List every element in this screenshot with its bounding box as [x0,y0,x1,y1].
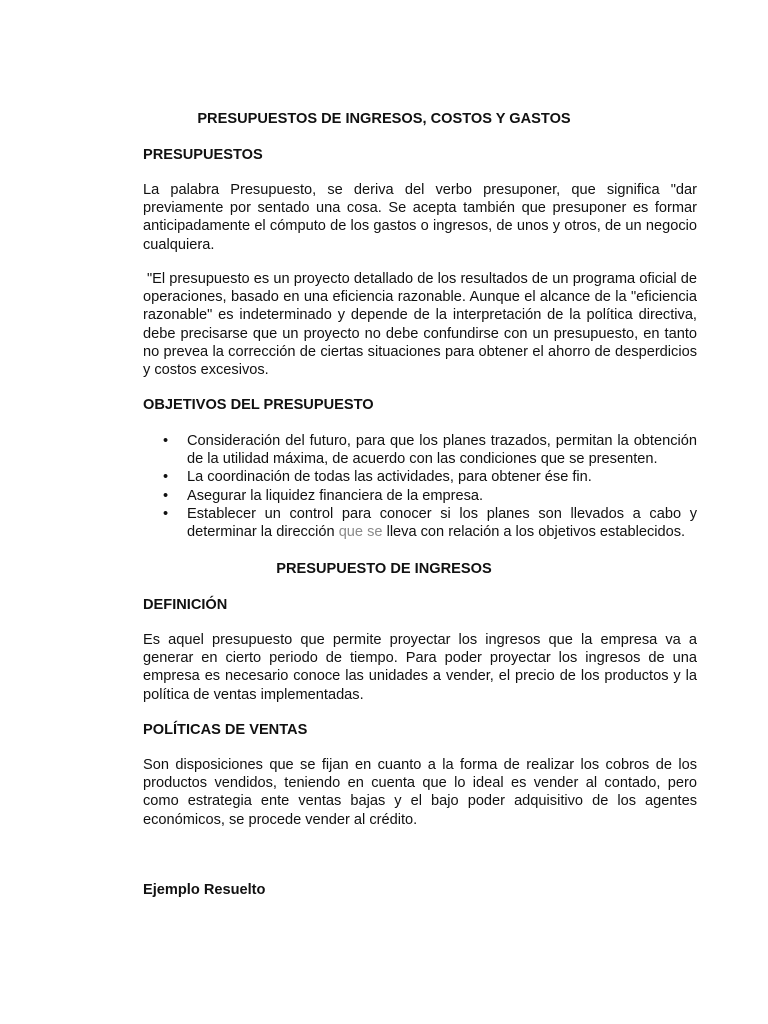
section-heading-presupuestos: PRESUPUESTOS [143,147,263,163]
bullet-icon: • [163,469,169,486]
paragraph-cita-presupuesto: "El presupuesto es un proyecto detallado de los resultados de un programa oficial de operaciones, basado en una eficiencia razonable. Aunque el alcance de la "eficiencia razonable" es indeterminado y depende de la interpretación de la política directiva, debe precisarse que un proyecto no debe confundirse con un presupuesto, en tanto no prevea la corrección de ciertas situaciones para obtener el ahorro de desperdicios y costos excesivos. [143,271,697,379]
document-title: PRESUPUESTOS DE INGRESOS, COSTOS Y GASTOS [197,111,571,127]
list-item-text: Establecer un control para conocer si los planes son llevados a cabo y determinar la dirección [187,505,697,541]
bullet-icon: • [163,433,169,449]
list-item [143,487,697,505]
bullet-icon: • [163,505,169,522]
objetivos-list [143,432,697,541]
section-title-presupuesto-ingresos: PRESUPUESTO DE INGRESOS [276,561,492,577]
paragraph-politicas-ventas: Son disposiciones que se fijan en cuanto a la forma de realizar los cobros de los productos vendidos, teniendo en cuenta que lo ideal es vender al contado, pero como estrategia ente ventas bajas y el bajo poder adquisitivo de los agentes económicos, se procede vender al crédito. [143,757,697,828]
paragraph-definicion-presupuesto: La palabra Presupuesto, se deriva del verbo presuponer, que significa "dar previamente por sentado una cosa. Se acepta también que presuponer es formar anticipadamente el cómputo de los gastos o ingresos, de unos y otros, de un negocio cualquiera. [143,182,697,253]
section-heading-ejemplo: Ejemplo Resuelto [143,882,266,898]
list-item-text-muted: que se [338,524,383,541]
list-item-text: Consideración del futuro, para que los planes trazados, permitan la obtención de la utilidad máxima, de acuerdo con las condiciones que se presenten. [187,433,697,468]
bullet-icon: • [163,487,169,504]
section-heading-definicion: DEFINICIÓN [143,597,228,613]
list-item [143,468,697,486]
section-heading-politicas: POLÍTICAS DE VENTAS [143,722,308,738]
list-item [143,505,697,541]
section-heading-objetivos: OBJETIVOS DEL PRESUPUESTO [143,397,374,413]
list-item-text: Asegurar la liquidez financiera de la empresa. [187,487,484,504]
list-item-text-end: lleva con relación a los objetivos establecidos. [382,524,686,541]
list-item [143,432,697,468]
paragraph-definicion-ingresos: Es aquel presupuesto que permite proyectar los ingresos que la empresa va a generar en cierto periodo de tiempo. Para poder proyectar los ingresos de una empresa es necesario conoce las unidades a vender, el precio de los productos y la política de ventas implementadas. [143,632,697,703]
list-item-text: La coordinación de todas las actividades, para obtener ése fin. [187,469,592,486]
